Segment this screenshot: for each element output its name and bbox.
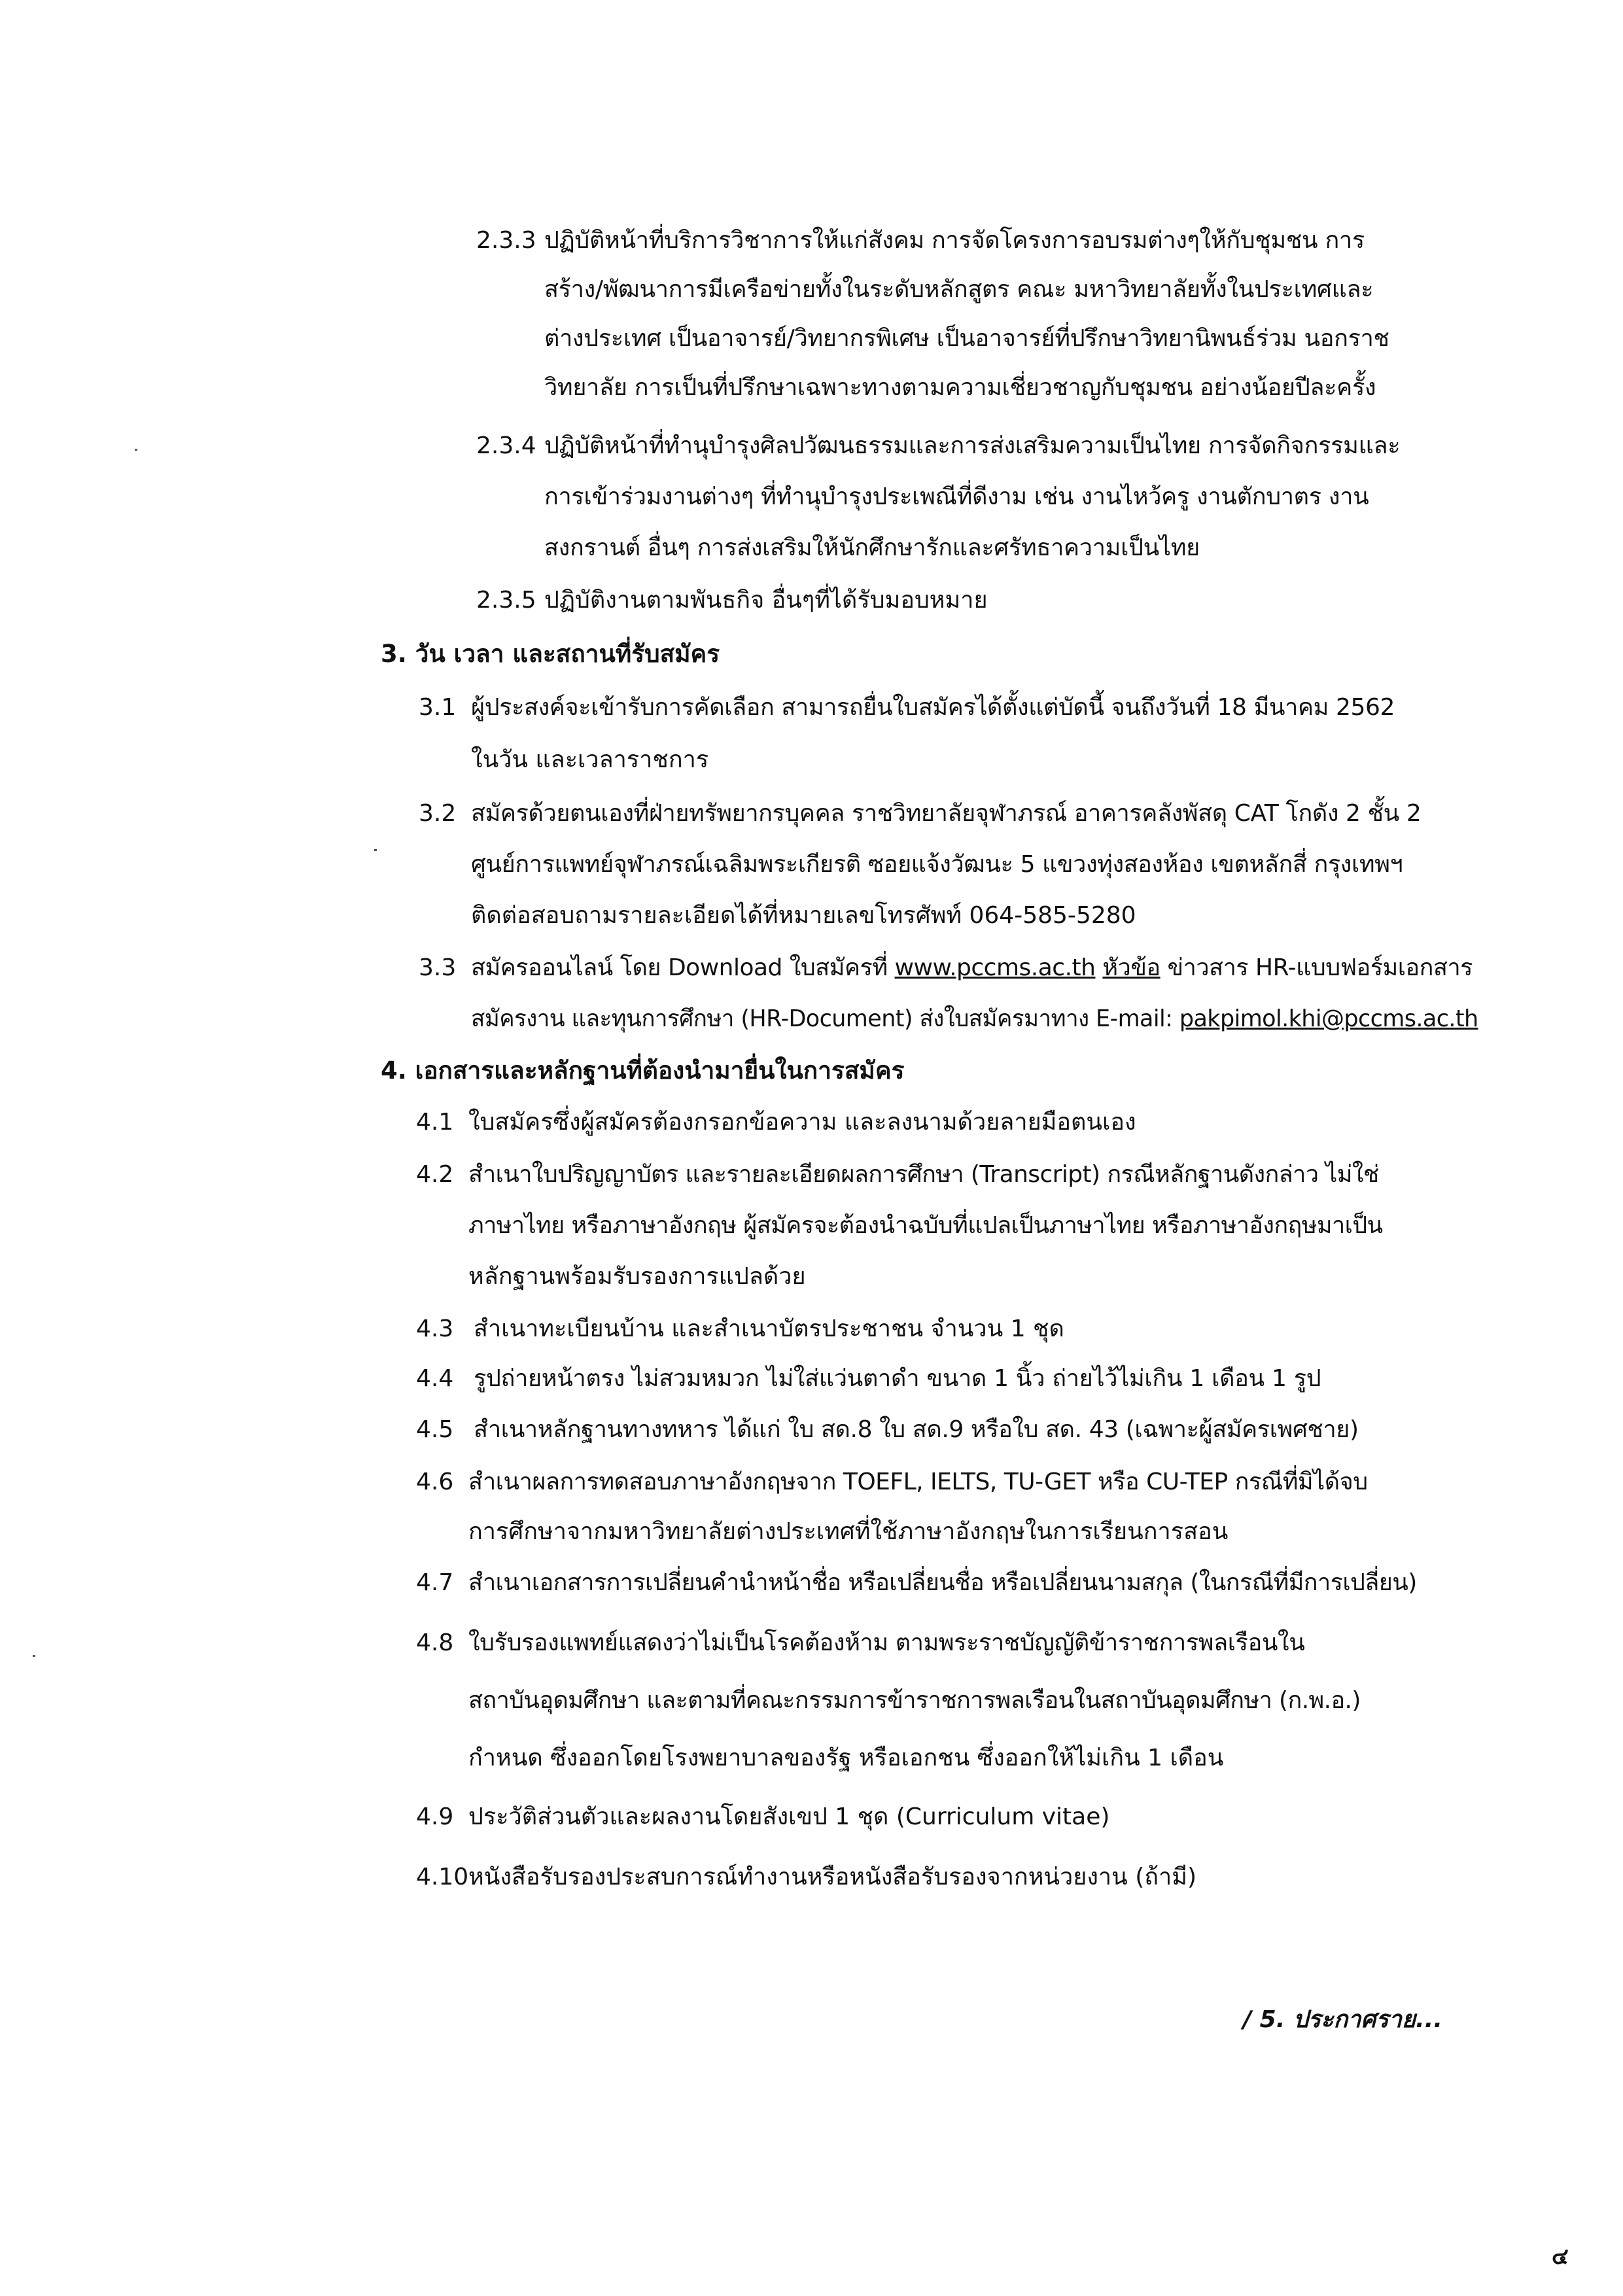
item-text-line: [471, 1005, 1478, 1034]
item-number: 4.1: [416, 1109, 454, 1136]
item-number: 2.3.3: [476, 227, 536, 254]
item-text-line: สำเนาหลักฐานทางทหาร ได้แก่ ใบ สด.8 ใบ สด.9 หรือใบ สด. 43 (เฉพาะผู้สมัครเพศชาย): [474, 1416, 1359, 1443]
item-text-line: การศึกษาจากมหาวิทยาลัยต่างประเทศที่ใช้ภาษาอังกฤษในการเรียนการสอน: [468, 1518, 1229, 1545]
item-number: 4.5: [416, 1416, 454, 1443]
text-run: สมัครออนไลน์ โดย Download ใบสมัครที่: [471, 954, 895, 981]
item-text-line: สำเนาเอกสารการเปลี่ยนคำนำหน้าชื่อ หรือเปลี่ยนชื่อ หรือเปลี่ยนนามสกุล (ในกรณีที่มีการเปลี่ยน): [468, 1569, 1417, 1596]
scan-speck: [33, 1655, 35, 1657]
item-number: 2.3.4: [476, 432, 536, 459]
item-number: 4.7: [416, 1569, 454, 1596]
scan-speck: [374, 849, 377, 851]
scan-speck: [135, 449, 137, 451]
item-text-line: ต่างประเทศ เป็นอาจารย์/วิทยากรพิเศษ เป็นอาจารย์ที่ปรึกษาวิทยานิพนธ์ร่วม นอกราช: [544, 325, 1389, 352]
item-number: 3.1: [419, 694, 457, 721]
item-text-line: สงกรานต์ อื่นๆ การส่งเสริมให้นักศึกษารักและศรัทธาความเป็นไทย: [544, 534, 1200, 561]
item-text-line: สมัครด้วยตนเองที่ฝ่ายทรัพยากรบุคคล ราชวิทยาลัยจุฬาภรณ์ อาคารคลังพัสดุ CAT โกดัง 2 ชั้น 2: [471, 800, 1422, 827]
item-text-line: ผู้ประสงค์จะเข้ารับการคัดเลือก สามารถยื่นใบสมัครได้ตั้งแต่บัดนี้ จนถึงวันที่ 18 มีนาคม 2562: [471, 694, 1395, 721]
item-text-line: ติดต่อสอบถามรายละเอียดได้ที่หมายเลขโทรศัพท์ 064-585-5280: [471, 902, 1136, 929]
item-number: 2.3.5: [476, 587, 536, 614]
item-text-line: ในวัน และเวลาราชการ: [471, 746, 709, 773]
item-text-line: สำเนาทะเบียนบ้าน และสำเนาบัตรประชาชน จำนวน 1 ชุด: [474, 1315, 1064, 1342]
text-run: [1095, 954, 1102, 981]
text-run: ข่าวสาร HR-แบบฟอร์มเอกสาร: [1160, 954, 1473, 981]
item-text-line: สร้าง/พัฒนาการมีเครือข่ายทั้งในระดับหลักสูตร คณะ มหาวิทยาลัยทั้งในประเทศและ: [544, 276, 1374, 303]
item-text-line: [471, 954, 1473, 983]
page-number-mark: ๔: [1552, 2244, 1569, 2270]
item-text-line: ภาษาไทย หรือภาษาอังกฤษ ผู้สมัครจะต้องนำฉบับที่แปลเป็นภาษาไทย หรือภาษาอังกฤษมาเป็น: [468, 1212, 1383, 1239]
item-text-line: สถาบันอุดมศึกษา และตามที่คณะกรรมการข้าราชการพลเรือนในสถาบันอุดมศึกษา (ก.พ.อ.): [468, 1687, 1361, 1714]
item-number: 4.6: [416, 1469, 454, 1495]
item-text-line: ปฏิบัติงานตามพันธกิจ อื่นๆที่ได้รับมอบหมาย: [544, 587, 988, 614]
item-number: 3.3: [419, 954, 457, 981]
item-text-line: หนังสือรับรองประสบการณ์ทำงานหรือหนังสือรับรองจากหน่วยงาน (ถ้ามี): [468, 1864, 1197, 1890]
continuation-note: / 5. ประกาศราย...: [1243, 2006, 1442, 2033]
item-number: 4.8: [416, 1629, 454, 1656]
item-text-line: ประวัติส่วนตัวและผลงานโดยสังเขป 1 ชุด (Curriculum vitae): [468, 1803, 1110, 1830]
website-link[interactable]: www.pccms.ac.th: [894, 954, 1096, 981]
item-text-line: หลักฐานพร้อมรับรองการแปลด้วย: [468, 1263, 806, 1290]
item-text-line: ปฏิบัติหน้าที่ทำนุบำรุงศิลปวัฒนธรรมและการส่งเสริมความเป็นไทย การจัดกิจกรรมและ: [544, 432, 1401, 459]
item-text-line: ศูนย์การแพทย์จุฬาภรณ์เฉลิมพระเกียรติ ซอยแจ้งวัฒนะ 5 แขวงทุ่งสองห้อง เขตหลักสี่ กรุงเทพฯ: [471, 851, 1403, 878]
section-heading: 3. วัน เวลา และสถานที่รับสมัคร: [381, 640, 720, 668]
item-number: 4.10: [416, 1864, 469, 1890]
item-number: 4.3: [416, 1315, 454, 1342]
item-text-line: การเข้าร่วมงานต่างๆ ที่ทำนุบำรุงประเพณีที่ดีงาม เช่น งานไหว้ครู งานตักบาตร งาน: [544, 483, 1369, 510]
item-text-line: วิทยาลัย การเป็นที่ปรึกษาเฉพาะทางตามความเชี่ยวชาญกับชุมชน อย่างน้อยปีละครั้ง: [544, 374, 1376, 401]
item-text-line: กำหนด ซึ่งออกโดยโรงพยาบาลของรัฐ หรือเอกชน ซึ่งออกให้ไม่เกิน 1 เดือน: [468, 1745, 1224, 1771]
text-run: สมัครงาน และทุนการศึกษา (HR-Document) ส่งใบสมัครมาทาง E-mail:: [471, 1005, 1179, 1032]
item-text-line: ปฏิบัติหน้าที่บริการวิชาการให้แก่สังคม การจัดโครงการอบรมต่างๆให้กับชุมชน การ: [544, 227, 1365, 254]
item-text-line: รูปถ่ายหน้าตรง ไม่สวมหมวก ไม่ใส่แว่นตาดำ ขนาด 1 นิ้ว ถ่ายไว้ไม่เกิน 1 เดือน 1 รูป: [474, 1365, 1321, 1392]
item-text-line: ใบรับรองแพทย์แสดงว่าไม่เป็นโรคต้องห้าม ตามพระราชบัญญัติข้าราชการพลเรือนใน: [468, 1629, 1305, 1656]
item-text-line: สำเนาใบปริญญาบัตร และรายละเอียดผลการศึกษา (Transcript) กรณีหลักฐานดังกล่าว ไม่ใช่: [468, 1161, 1379, 1188]
email-link[interactable]: pakpimol.khi@pccms.ac.th: [1179, 1005, 1478, 1032]
item-number: 3.2: [419, 800, 457, 827]
item-number: 4.2: [416, 1161, 454, 1188]
item-number: 4.9: [416, 1803, 454, 1830]
section-heading: 4. เอกสารและหลักฐานที่ต้องนำมายื่นในการสมัคร: [381, 1056, 905, 1085]
item-number: 4.4: [416, 1365, 454, 1392]
item-text-line: ใบสมัครซึ่งผู้สมัครต้องกรอกข้อความ และลงนามด้วยลายมือตนเอง: [468, 1109, 1136, 1136]
item-text-line: สำเนาผลการทดสอบภาษาอังกฤษจาก TOEFL, IELTS, TU-GET หรือ CU-TEP กรณีที่มิได้จบ: [468, 1469, 1368, 1495]
topic-label: หัวข้อ: [1102, 954, 1161, 981]
